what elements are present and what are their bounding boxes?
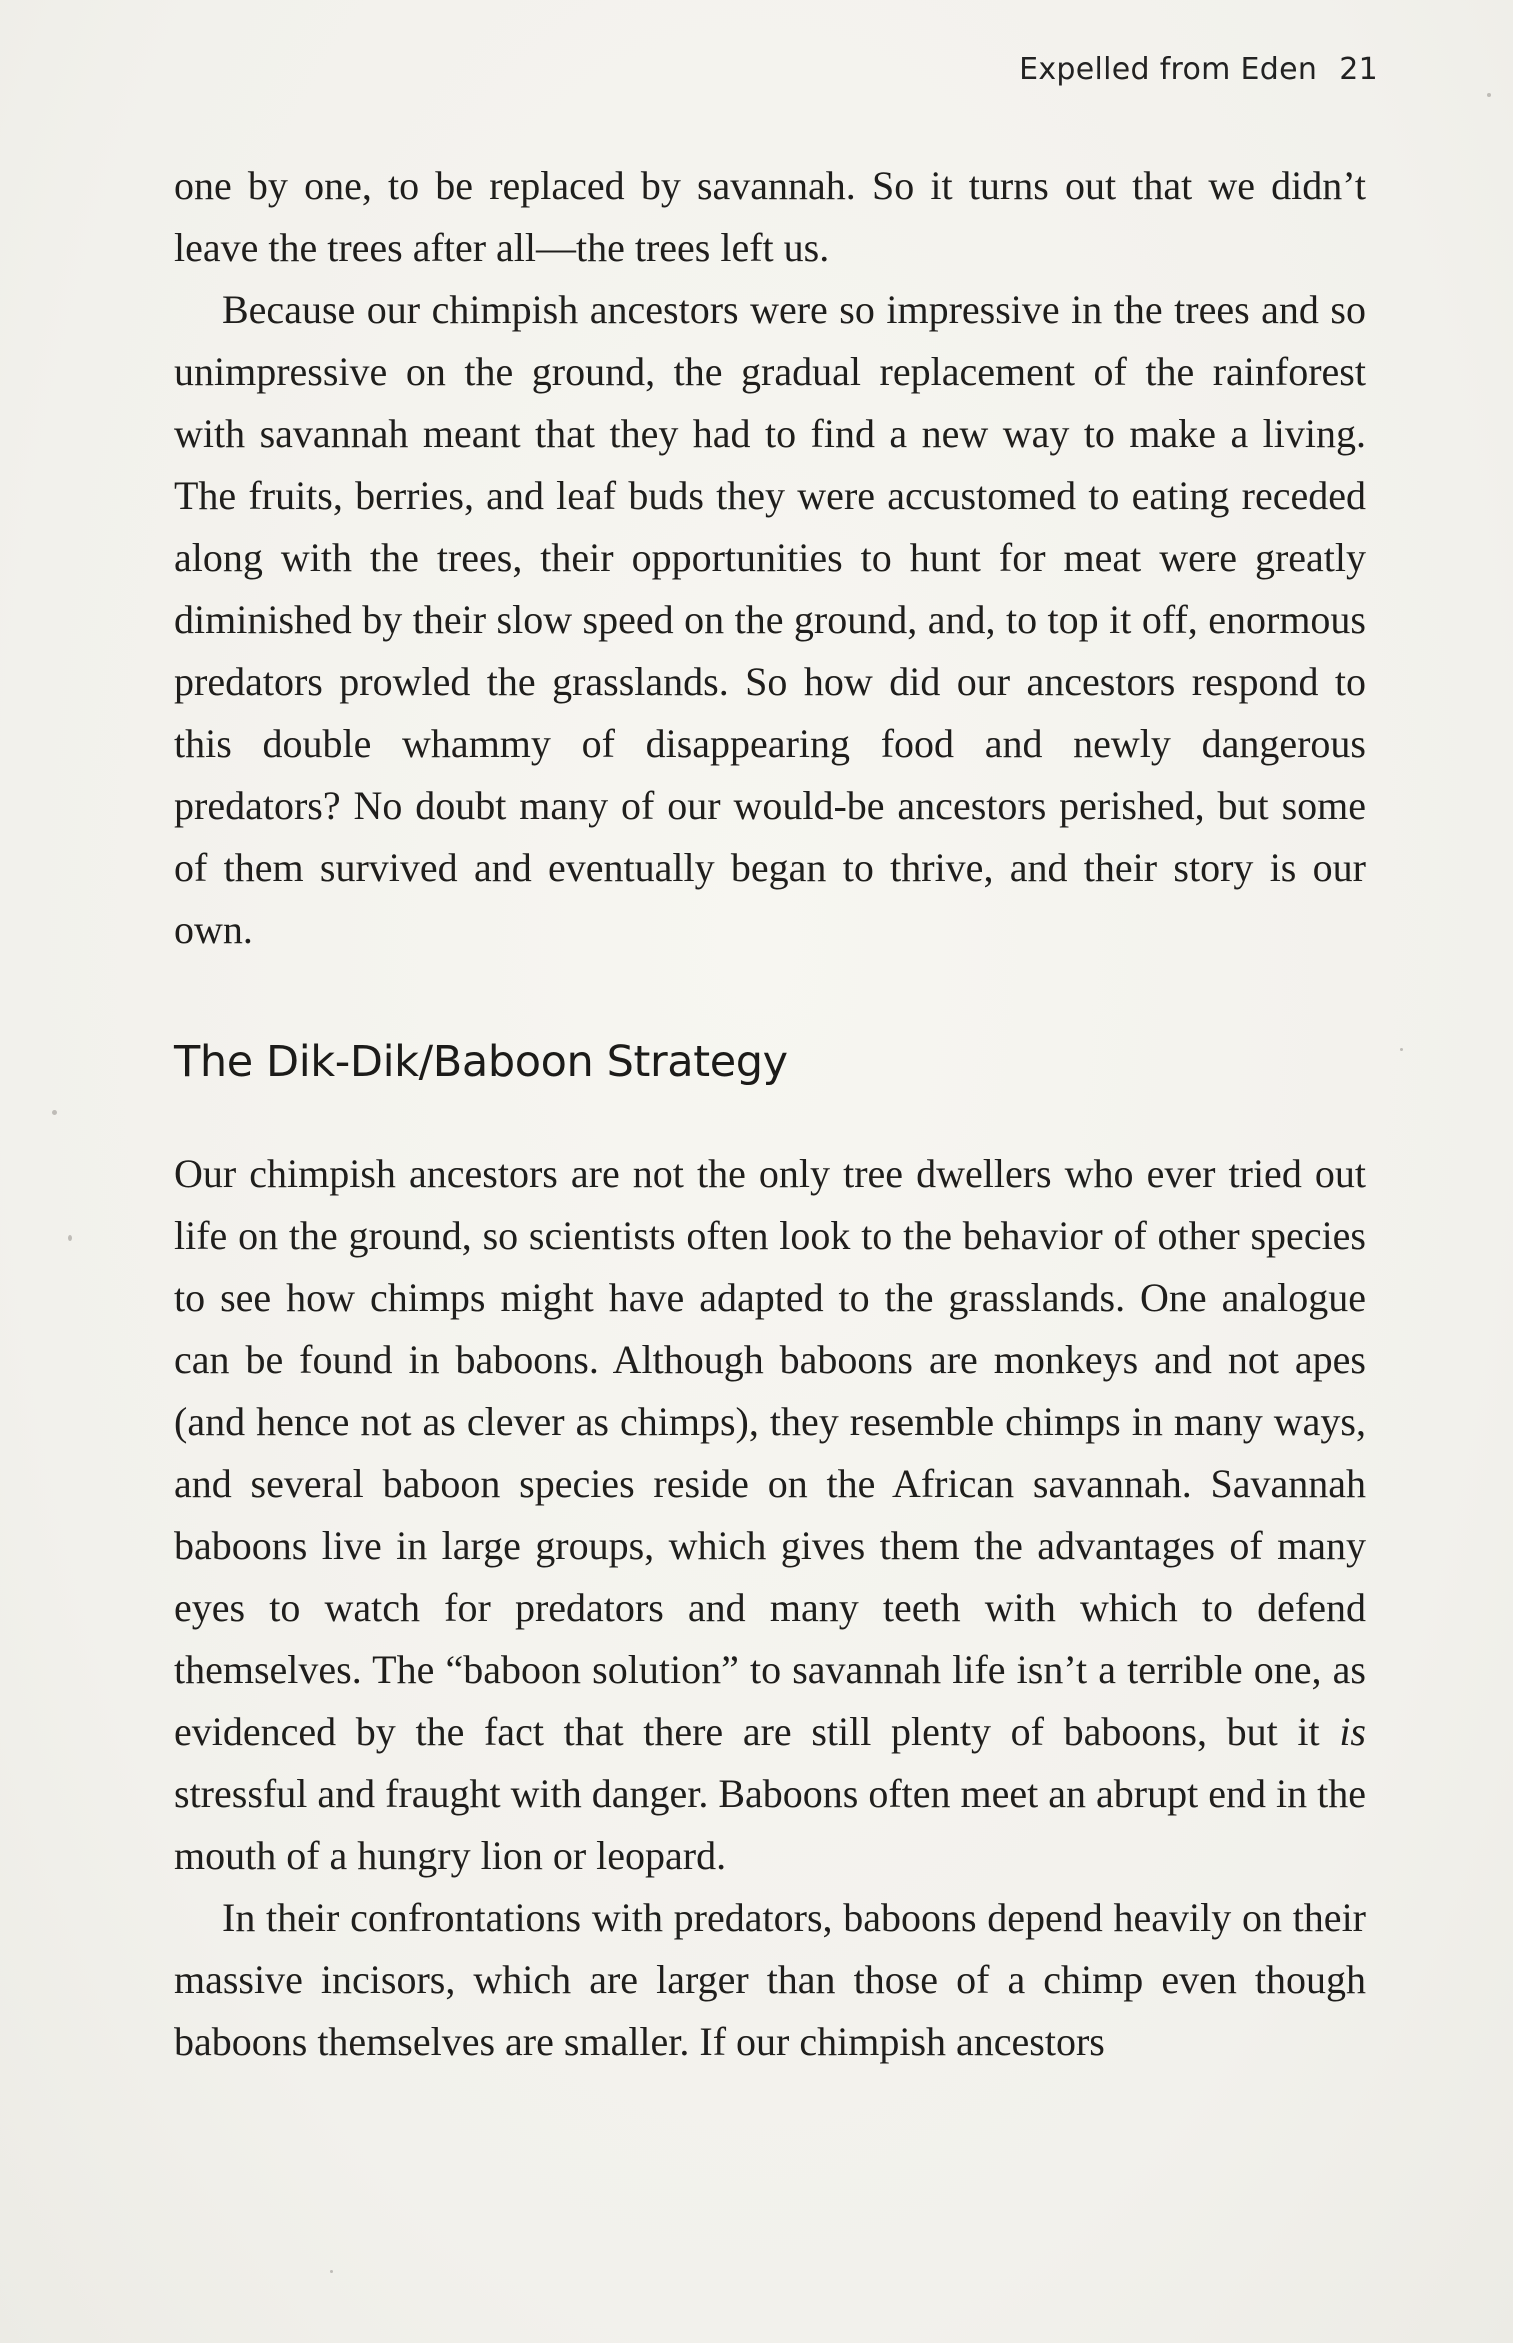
paper-speck <box>1487 93 1491 97</box>
paper-speck <box>1400 1048 1403 1051</box>
paragraph-2: Because our chimpish ancestors were so impressive in the trees and so unimpressive on the ground, the gradual replacement of the rainforest with savannah meant that they had to find a new way to make a living. The fruits, berries, and leaf buds they were accustomed to eating receded along with the trees, their opportunities to hunt for meat were greatly diminished by their slow speed on the ground, and, to top it off, enormous predators prowled the grasslands. So how did our ancestors respond to this double whammy of disappearing food and newly dangerous predators? No doubt many of our would-be ancestors perished, but some of them survived and eventually began to thrive, and their story is our own. <box>174 287 1366 952</box>
section-heading: The Dik-Dik/Baboon Strategy <box>174 1037 788 1087</box>
paragraph-3 <box>174 1143 1366 1887</box>
paper-speck <box>52 1110 57 1115</box>
page-number: 21 <box>1339 52 1378 87</box>
paragraph-3-text-b: stressful and fraught with danger. Baboons often meet an abrupt end in the mouth of a hungry lion or leopard. <box>174 1771 1366 1878</box>
paragraph-4: In their confrontations with predators, baboons depend heavily on their massive incisors, which are larger than those of a chimp even though baboons themselves are smaller. If our chimpish ancestors <box>174 1895 1366 2064</box>
paper-speck <box>68 1235 72 1241</box>
paragraph-3-text-a: Our chimpish ancestors are not the only tree dwellers who ever tried out life on the ground, so scientists often look to the behavior of other species to see how chimps might have adapted to the grasslands. One analogue can be found in baboons. Although baboons are monkeys and not apes (and hence not as clever as chimps), they resemble chimps in many ways, and several baboon species reside on the African savannah. Savannah baboons live in large groups, which gives them the advantages of many eyes to watch for predators and many teeth with which to defend themselves. The “baboon solution” to savannah life isn’t a terrible one, as evidenced by the fact that there are still plenty of baboons, but it <box>174 1151 1366 1754</box>
running-title: Expelled from Eden <box>1019 52 1318 87</box>
paper-speck <box>330 2270 333 2273</box>
paragraph-3-emphasis: is <box>1339 1709 1366 1754</box>
paragraph-1: one by one, to be replaced by savannah. So it turns out that we didn’t leave the trees after all—the trees left us. <box>174 163 1366 270</box>
running-header <box>1019 52 1378 87</box>
body-text <box>174 155 1366 2073</box>
